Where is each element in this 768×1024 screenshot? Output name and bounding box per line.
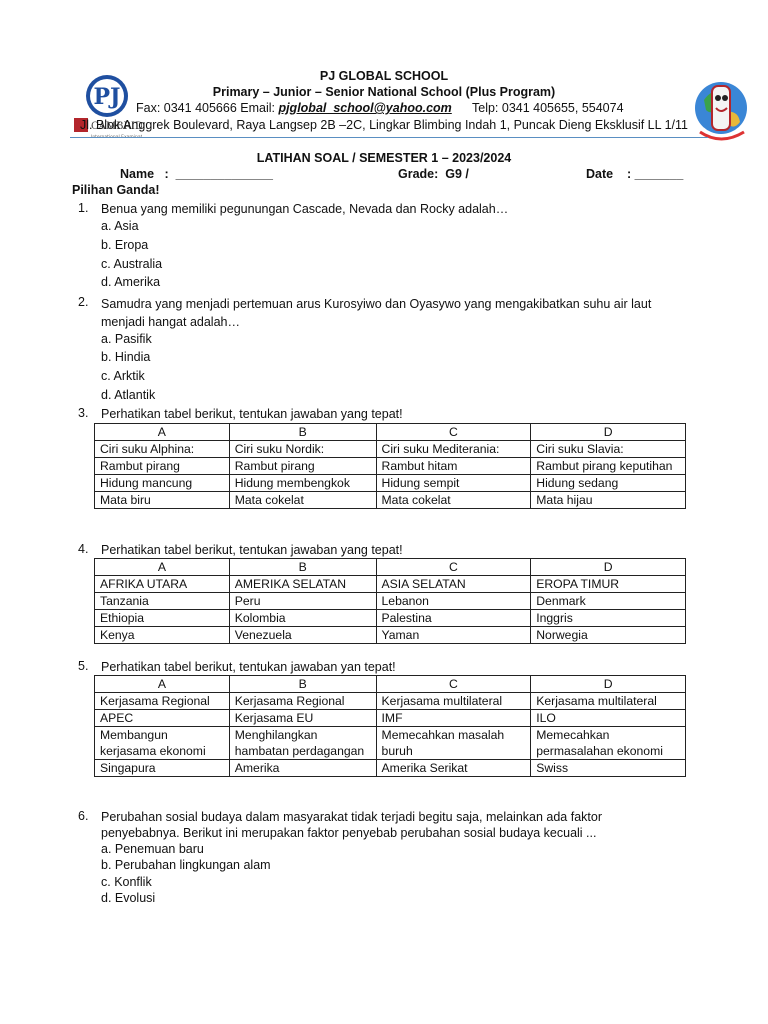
table-header-row [95,559,686,576]
table-cell: APEC [95,710,230,727]
table-cell: Yaman [376,627,531,644]
question-4-number: 4. [78,542,89,556]
table-row [95,593,686,610]
question-5-text: Perhatikan tabel berikut, tentukan jawaban yan tepat! [101,660,396,674]
table-header-cell: B [229,676,376,693]
table-row [95,610,686,627]
fax-email-label: Fax: 0341 405666 Email: [136,101,279,115]
question-4-table [94,558,686,644]
table-cell: Inggris [531,610,686,627]
table-row [95,475,686,492]
table-row [95,441,686,458]
table-cell: Kerjasama Regional [95,693,230,710]
table-cell: IMF [376,710,531,727]
table-cell: Ciri suku Alphina: [95,441,230,458]
date-field[interactable]: Date : _______ [586,167,684,181]
contact-line [136,101,452,115]
table-cell: Mata cokelat [229,492,376,509]
table-cell: Kerjasama EU [229,710,376,727]
table-cell: Kerjasama Regional [229,693,376,710]
table-cell: Amerika [229,760,376,777]
question-2-text: Samudra yang menjadi pertemuan arus Kurosyiwo dan Oyasywo yang mengakibatkan suhu air laut menjadi hangat adalah… [101,297,652,329]
table-cell: Mata biru [95,492,230,509]
table-cell: Memecahkan permasalahan ekonomi [531,727,686,760]
email-link[interactable]: pjglobal_school@yahoo.com [278,101,452,115]
table-cell: Rambut pirang [95,458,230,475]
question-3-text: Perhatikan tabel berikut, tentukan jawaban yang tepat! [101,407,403,421]
q2-option-b[interactable]: b. Hindia [101,350,151,364]
table-cell: Lebanon [376,593,531,610]
svg-text:CAMBRIDGE: CAMBRID [91,121,142,132]
table-cell: Palestina [376,610,531,627]
svg-text:PJ: PJ [93,84,121,110]
question-6-text: Perubahan sosial budaya dalam masyarakat tidak terjadi begitu saja, melainkan ada faktor penyebabnya. Berikut ini merupakan faktor penyebab perubahan sosial budaya kecuali ... [101,810,602,840]
table-cell: Hidung sedang [531,475,686,492]
section-title: Pilihan Ganda! [72,183,160,197]
table-cell: Menghilangkan hambatan perdagangan [229,727,376,760]
q1-option-a[interactable]: a. Asia [101,219,139,233]
name-field[interactable]: Name : ______________ [120,167,273,181]
table-cell: EROPA TIMUR [531,576,686,593]
table-cell: Rambut hitam [376,458,531,475]
q6-option-a[interactable]: a. Penemuan baru [101,842,204,856]
table-header-cell: B [229,424,376,441]
table-header-row [95,424,686,441]
table-cell: Amerika Serikat [376,760,531,777]
table-row [95,710,686,727]
table-row [95,458,686,475]
table-cell: Hidung sempit [376,475,531,492]
table-cell: Venezuela [229,627,376,644]
table-header-cell: D [531,559,686,576]
table-cell: Rambut pirang keputihan [531,458,686,475]
school-name: PJ GLOBAL SCHOOL [319,69,449,83]
table-cell: Ciri suku Mediterania: [376,441,531,458]
q6-option-d[interactable]: d. Evolusi [101,891,156,905]
q1-option-c[interactable]: c. Australia [101,257,163,271]
svg-text:International Examinations: International Examina [91,135,141,140]
table-cell: Rambut pirang [229,458,376,475]
question-4-text: Perhatikan tabel berikut, tentukan jawaban yang tepat! [101,543,403,557]
question-1-text: Benua yang memiliki pegunungan Cascade, Nevada dan Rocky adalah… [101,202,509,216]
table-cell: Mata cokelat [376,492,531,509]
table-cell: Denmark [531,593,686,610]
table-cell: Ciri suku Nordik: [229,441,376,458]
table-header-cell: A [95,424,230,441]
question-2-number: 2. [78,295,89,309]
q1-option-b[interactable]: b. Eropa [101,238,149,252]
question-3-table [94,423,686,509]
question-6-number: 6. [78,809,89,823]
table-cell: Hidung membengkok [229,475,376,492]
table-cell: AMERIKA SELATAN [229,576,376,593]
table-header-cell: C [376,424,531,441]
table-header-cell: C [376,676,531,693]
telephone: Telp: 0341 405655, 554074 [472,101,624,115]
q6-option-c[interactable]: c. Konflik [101,875,152,889]
table-cell: Kerjasama multilateral [531,693,686,710]
q2-option-d[interactable]: d. Atlantik [101,388,156,402]
q6-option-b[interactable]: b. Perubahan lingkungan alam [101,858,271,872]
exam-title: LATIHAN SOAL / SEMESTER 1 – 2023/2024 [256,151,512,165]
table-cell: Mata hijau [531,492,686,509]
table-cell: Kenya [95,627,230,644]
table-cell: Norwegia [531,627,686,644]
question-5-number: 5. [78,659,89,673]
question-3-number: 3. [78,406,89,420]
table-cell: Kerjasama multilateral [376,693,531,710]
table-row [95,760,686,777]
table-cell: AFRIKA UTARA [95,576,230,593]
q2-option-a[interactable]: a. Pasifik [101,332,152,346]
table-header-cell: C [376,559,531,576]
table-header-cell: D [531,424,686,441]
table-cell: Singapura [95,760,230,777]
header-divider [70,137,708,138]
table-cell: Peru [229,593,376,610]
question-1-number: 1. [78,201,89,215]
table-cell: ASIA SELATAN [376,576,531,593]
table-cell: Membangun kerjasama ekonomi [95,727,230,760]
table-row [95,727,686,760]
table-header-cell: A [95,676,230,693]
table-header-cell: A [95,559,230,576]
table-row [95,627,686,644]
q2-option-c[interactable]: c. Arktik [101,369,145,383]
table-row [95,492,686,509]
table-cell: Memecahkan masalah buruh [376,727,531,760]
table-cell: Ciri suku Slavia: [531,441,686,458]
school-subtitle: Primary – Junior – Senior National School (Plus Program) [212,85,556,99]
table-cell: Tanzania [95,593,230,610]
table-cell: Kolombia [229,610,376,627]
pj-school-logo [72,72,142,152]
table-cell: Ethiopia [95,610,230,627]
table-row [95,576,686,593]
table-cell: Swiss [531,760,686,777]
question-5-table [94,675,686,777]
grade-field[interactable]: Grade: G9 / [398,167,469,181]
table-header-cell: B [229,559,376,576]
table-cell: ILO [531,710,686,727]
table-row [95,693,686,710]
q1-option-d[interactable]: d. Amerika [101,275,161,289]
table-header-cell: D [531,676,686,693]
table-cell: Hidung mancung [95,475,230,492]
table-header-row [95,676,686,693]
school-address: Jl. Blok Anggrek Boulevard, Raya Langsep 2B –2C, Lingkar Blimbing Indah 1, Puncak Dieng Eksklusif LL 1/11 [80,118,688,132]
